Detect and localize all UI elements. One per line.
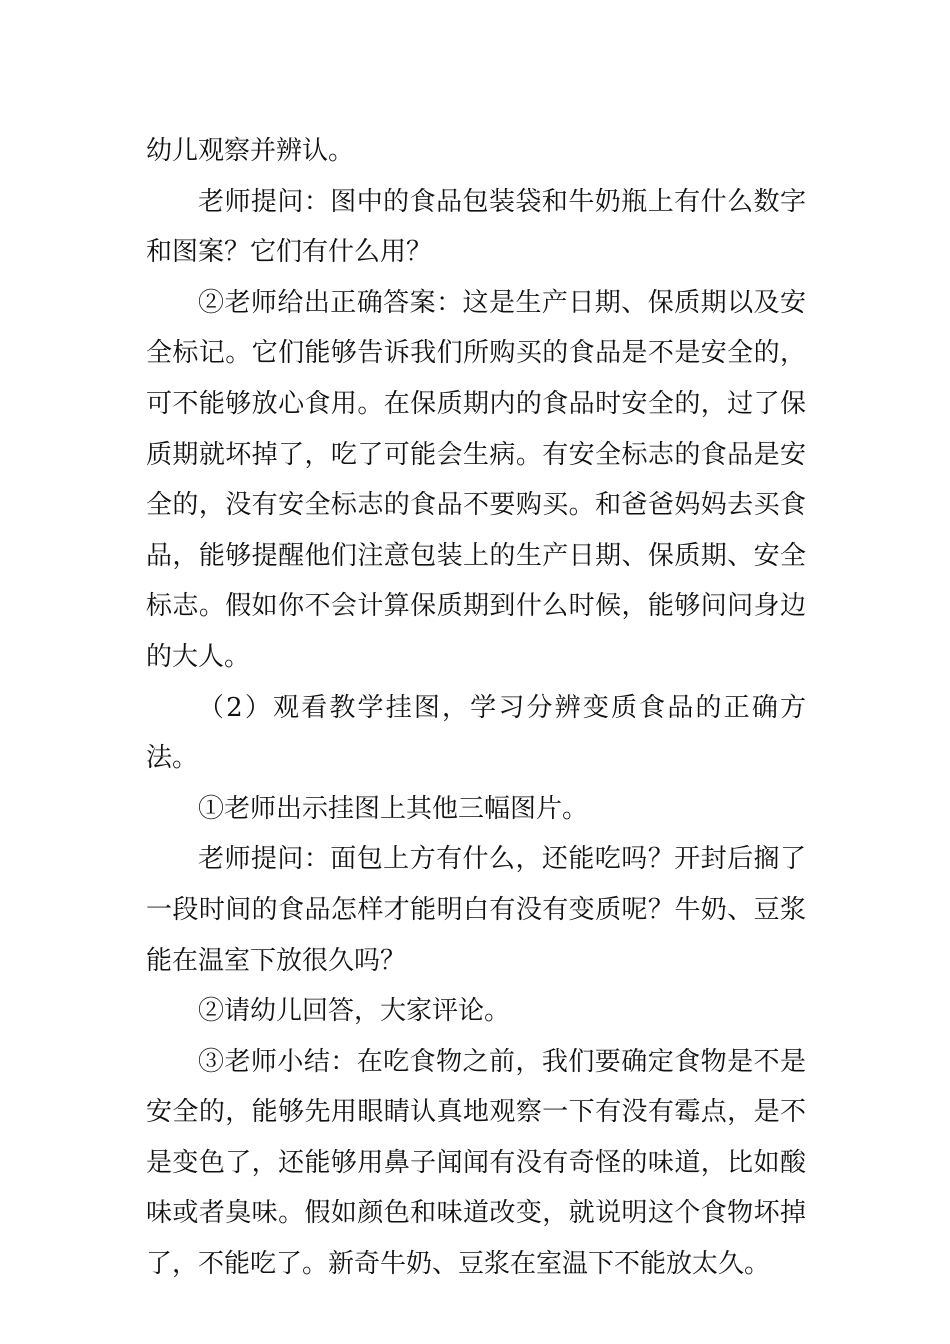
paragraph-3: ②老师给出正确答案：这是生产日期、保质期以及安全标记。它们能够告诉我们所购买的食品是不是安全的，可不能够放心食用。在保质期内的食品时安全的，过了保质期就坏掉了，吃了可能会生病。有安全标志的食品是安全的，没有安全标志的食品不要购买。和爸爸妈妈去买食品，能够提醒他们注意包装上的生产日期、保质期、安全标志。假如你不会计算保质期到什么时候，能够问问身边的大人。 bbox=[146, 287, 806, 672]
paragraph-4: （2）观看教学挂图，学习分辨变质食品的正确方法。 bbox=[146, 692, 806, 774]
paragraph-5: ①老师出示挂图上其他三幅图片。 bbox=[198, 793, 589, 824]
paragraph-7: ②请幼儿回答，大家评论。 bbox=[198, 996, 511, 1027]
paragraph-8: ③老师小结：在吃食物之前，我们要确定食物是不是安全的，能够先用眼睛认真地观察一下有没有霉点，是不是变色了，还能够用鼻子闻闻有没有奇怪的味道，比如酸味或者臭味。假如颜色和味道改变，就说明这个食物坏掉了，不能吃了。新奇牛奶、豆浆在室温下不能放太久。 bbox=[146, 1046, 806, 1280]
paragraph-1: 幼儿观察并辨认。 bbox=[146, 136, 355, 166]
paragraph-6: 老师提问：面包上方有什么，还能吃吗？开封后搁了一段时间的食品怎样才能明白有没有变质呢？牛奶、豆浆能在温室下放很久吗？ bbox=[146, 844, 806, 976]
body-text bbox=[146, 126, 806, 1290]
paragraph-2: 老师提问：图中的食品包装袋和牛奶瓶上有什么数字和图案？它们有什么用？ bbox=[146, 186, 806, 268]
